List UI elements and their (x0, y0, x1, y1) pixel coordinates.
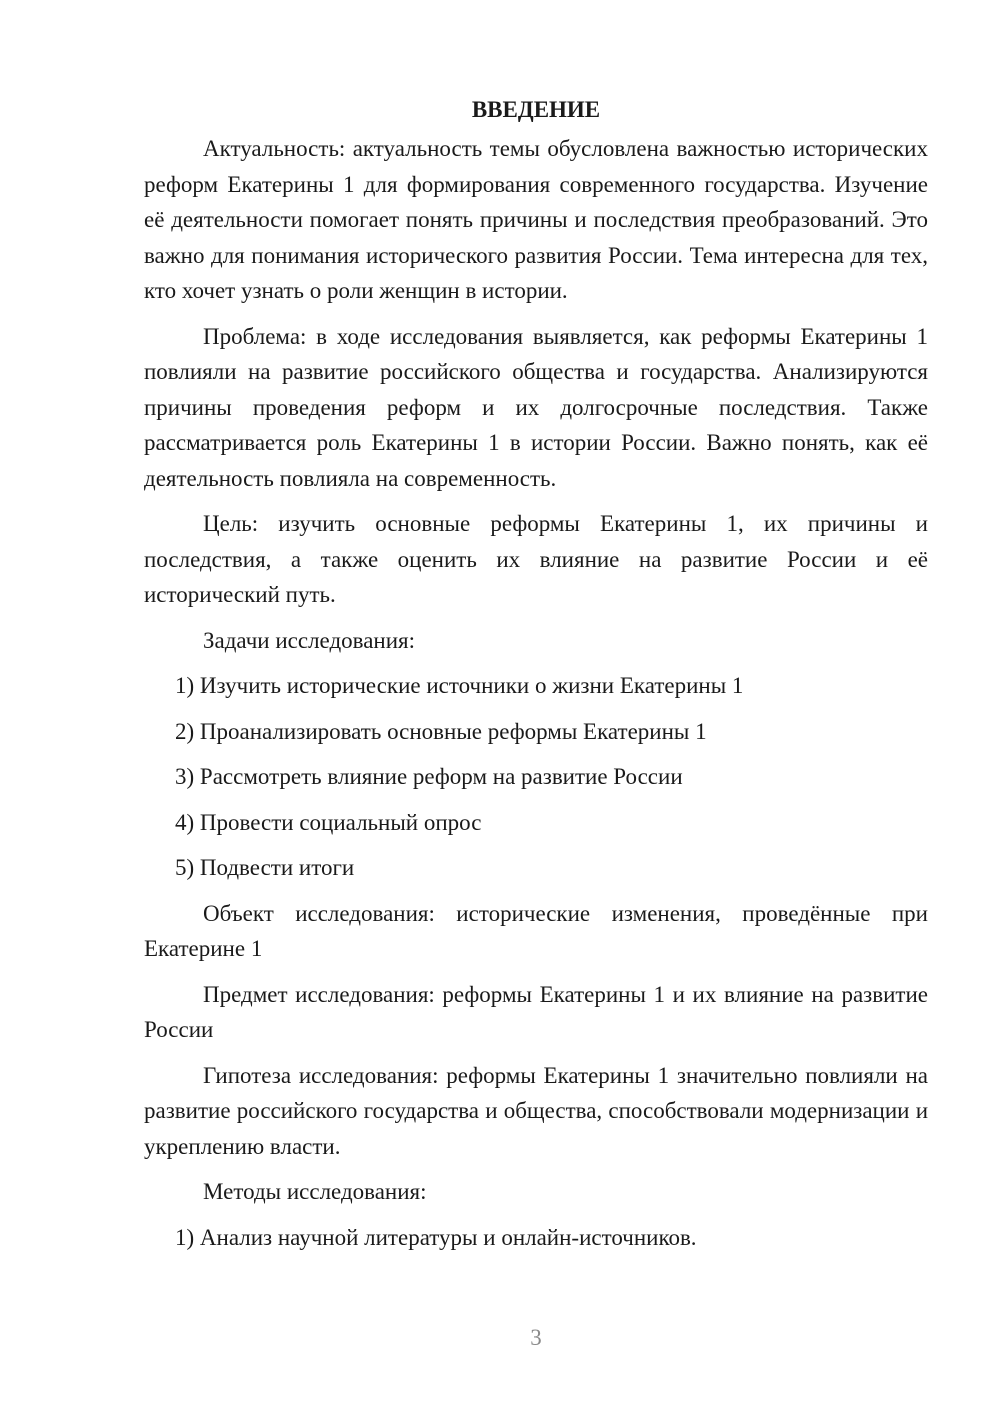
tasks-heading: Задачи исследования: (203, 627, 416, 653)
subject-paragraph: Предмет исследования: реформы Екатерины 1 и их влияние на развитие России (144, 981, 928, 1042)
method-item: 1) Анализ научной литературы и онлайн-источников. (175, 1224, 697, 1250)
relevance-paragraph: Актуальность: актуальность темы обусловлена важностью исторических реформ Екатерины 1 для формирования современного государства. Изучение её деятельности помогает понять причины и последствия преобразований. Это важно для понимания исторического развития России. Тема интересна для тех, кто хочет узнать о роли женщин в истории. (144, 136, 928, 303)
problem-paragraph: Проблема: в ходе исследования выявляется, как реформы Екатерины 1 повлияли на развитие российского общества и государства. Анализируются причины проведения реформ и их долгосрочные последствия. Также рассматривается роль Екатерины 1 в истории России. Важно понять, как её деятельность повлияла на современность. (144, 323, 928, 491)
task-item: 2) Проанализировать основные реформы Екатерины 1 (175, 718, 707, 744)
goal-paragraph: Цель: изучить основные реформы Екатерины 1, их причины и последствия, а также оценить их влияние на развитие России и её исторический путь. (144, 511, 928, 607)
task-item: 1) Изучить исторические источники о жизни Екатерины 1 (175, 673, 744, 698)
document-page (144, 92, 928, 1265)
section-title: ВВЕДЕНИЕ (471, 97, 601, 122)
task-item: 3) Рассмотреть влияние реформ на развитие России (175, 764, 683, 789)
task-item: 4) Провести социальный опрос (175, 809, 482, 835)
task-item: 5) Подвести итоги (175, 855, 355, 880)
methods-heading: Методы исследования: (203, 1179, 427, 1204)
hypothesis-paragraph: Гипотеза исследования: реформы Екатерины 1 значительно повлияли на развитие российского государства и общества, способствовали модернизации и укреплению власти. (144, 1062, 928, 1159)
object-paragraph: Объект исследования: исторические изменения, проведённые при Екатерине 1 (144, 900, 928, 961)
page-number: 3 (530, 1325, 542, 1350)
